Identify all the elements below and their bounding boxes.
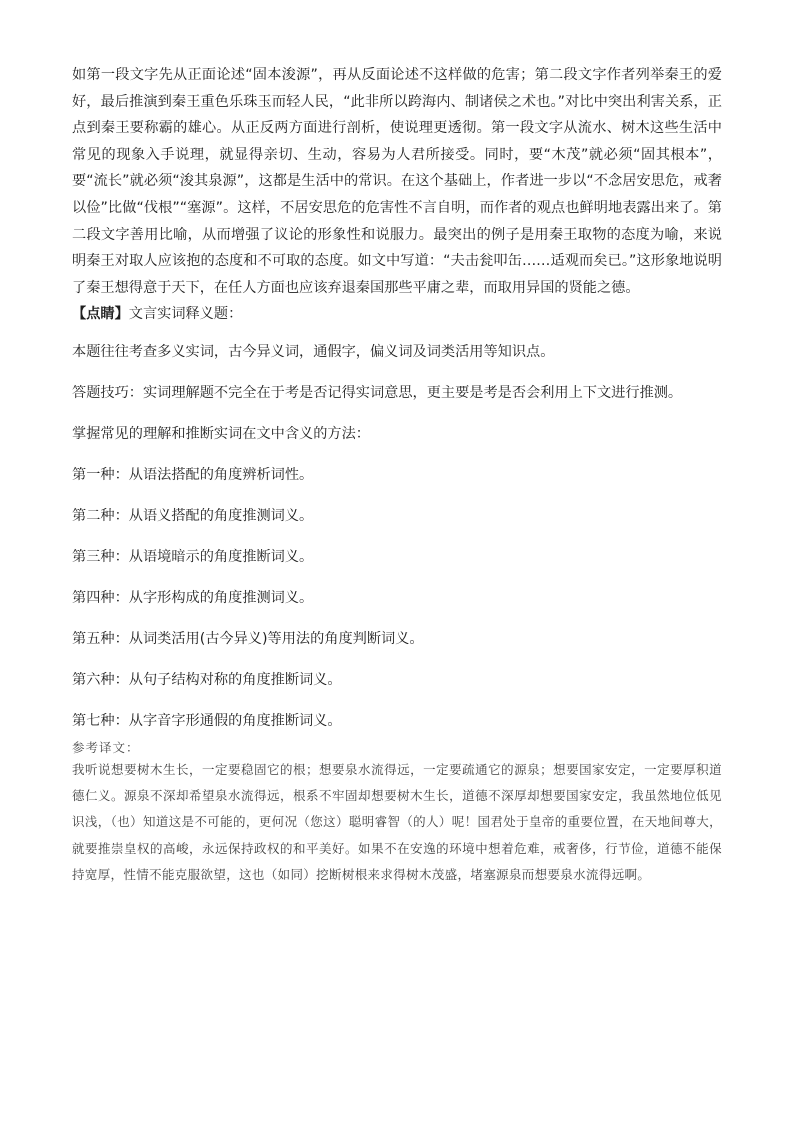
tip-heading: [72, 301, 722, 328]
spacer: [72, 485, 722, 506]
tip-bracket-title: 【点睛】: [72, 306, 129, 323]
intro-line: 本题往往考查多义实词，古今异义词，通假字，偏义词及词类活用等知识点。: [72, 343, 555, 360]
spacer: [72, 731, 722, 739]
method-item-4: 第四种：从字形构成的角度推测词义。: [72, 589, 314, 606]
reference-text: 我听说想要树木生长，一定要稳固它的根；想要泉水流得远，一定要疏通它的源泉；想要国家安定，一定要厚积道德仁义。源泉不深却希望泉水流得远，根系不牢固却想要树木生长，道德不深厚却想要国家安定，我虽然地位低见识浅，（也）知道这是不可能的，更何况（您这）聪明睿智（的人）呢！国君处于皇帝的重要位置，在天地间尊大，就要推崇皇权的高峻，永远保持政权的和平美好。如果不在安逸的环境中想着危难，戒奢侈，行节俭，道德不能保持宽厚，性情不能克服欲望，这也（如同）挖断树根来求得树木茂盛，堵塞源泉而想要泉水流得远啊。: [72, 761, 722, 882]
spacer: [72, 649, 722, 670]
spacer: [72, 328, 722, 342]
spacer: [72, 567, 722, 588]
method-heading: 掌握常见的理解和推断实词在文中含义的方法：: [72, 425, 370, 442]
spacer: [72, 608, 722, 629]
analysis-paragraph: 如第一段文字先从正面论述“固本浚源”，再从反面论述不这样做的危害；第二段文字作者列举秦王的爱好，最后推演到秦王重色乐珠玉而轻人民，“此非所以跨海内、制诸侯之术也。”对比中突出利害关系，正点到秦王要称霸的雄心。从正反两方面进行剖析，使说理更透彻。第一段文字从流水、树木这些生活中常见的现象入手说理，就显得亲切、生动，容易为人君所接受。同时，要“木茂”就必须“固其根本”，要“流长”就必须“浚其泉源”，这都是生活中的常识。在这个基础上，作者进一步以“不念居安思危，戒奢以俭”比做“伐根”“塞源”。这样，不居安思危的危害性不言自明，而作者的观点也鲜明地表露出来了。第二段文字善用比喻，从而增强了议论的形象性和说服力。最突出的例子是用秦王取物的态度为喻，来说明秦王对取人应该抱的态度和不可取的态度。如文中写道：“夫击瓮叩缶……适观而矣已。”这形象地说明了秦王想得意于天下，在任人方面也应该弃退秦国那些平庸之辈，而取用异国的贤能之德。: [72, 67, 722, 296]
reference-title: 参考译文：: [72, 739, 140, 755]
spacer: [72, 403, 722, 424]
spacer: [72, 526, 722, 547]
spacer: [72, 362, 722, 383]
spacer: [72, 690, 722, 711]
tip-title-rest: 文言实词释义题：: [128, 306, 243, 323]
method-item-2: 第二种：从语义搭配的角度推测词义。: [72, 507, 314, 524]
method-item-1: 第一种：从语法搭配的角度辨析词性。: [72, 466, 314, 483]
document-content: [72, 62, 722, 888]
method-item-7: 第七种：从字音字形通假的角度推断词义。: [72, 712, 342, 729]
method-item-3: 第三种：从语境暗示的角度推断词义。: [72, 548, 314, 565]
method-item-6: 第六种：从句子结构对称的角度推断词义。: [72, 671, 342, 688]
method-item-5: 第五种：从词类活用(古今异义)等用法的角度判断词义。: [72, 630, 424, 647]
technique-line: 答题技巧：实词理解题不完全在于考是否记得实词意思，更主要是考是否会利用上下文进行推测。: [72, 384, 683, 401]
spacer: [72, 444, 722, 465]
